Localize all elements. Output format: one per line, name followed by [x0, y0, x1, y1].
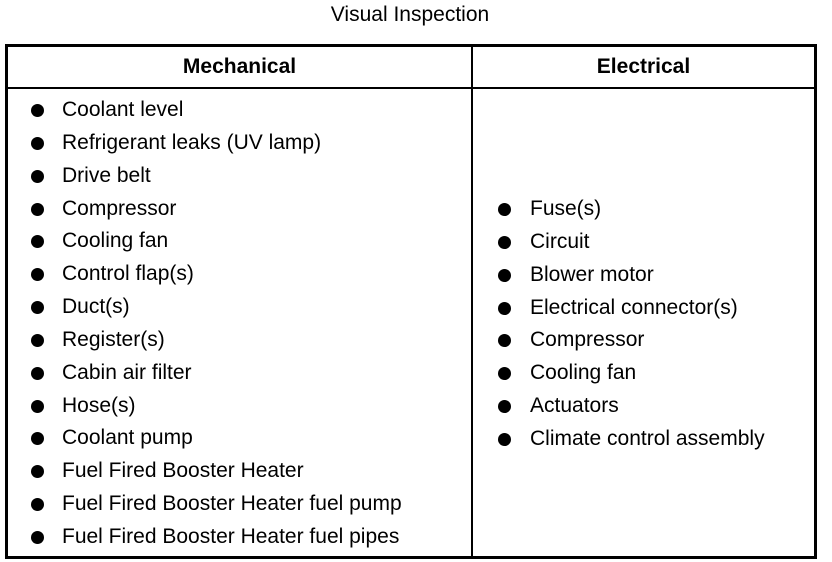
mechanical-list-item	[8, 455, 471, 488]
mechanical-item-label: Hose(s)	[62, 393, 136, 417]
bullet-icon	[31, 334, 44, 347]
mechanical-list-item	[8, 324, 471, 357]
mechanical-item-label: Control flap(s)	[62, 262, 194, 286]
mechanical-list-item	[8, 390, 471, 423]
mechanical-item-label: Refrigerant leaks (UV lamp)	[62, 130, 322, 154]
electrical-list	[473, 193, 814, 456]
electrical-item-label: Circuit	[530, 229, 590, 253]
electrical-item-label: Compressor	[530, 328, 645, 352]
bullet-icon	[31, 465, 44, 478]
mechanical-list-item	[8, 521, 471, 554]
mechanical-list-item	[8, 258, 471, 291]
bullet-icon	[31, 104, 44, 117]
bullet-icon	[31, 301, 44, 314]
electrical-list-item	[473, 390, 814, 423]
inspection-table	[5, 44, 817, 559]
bullet-icon	[498, 269, 511, 282]
table-caption: Visual Inspection	[330, 3, 490, 26]
bullet-icon	[31, 400, 44, 413]
mechanical-item-label: Fuel Fired Booster Heater fuel pipes	[62, 524, 400, 548]
electrical-item-label: Climate control assembly	[530, 426, 765, 450]
mechanical-item-label: Coolant pump	[62, 426, 193, 450]
bullet-icon	[31, 531, 44, 544]
mechanical-list-item	[8, 225, 471, 258]
electrical-item-label: Fuse(s)	[530, 197, 602, 220]
electrical-list-item	[473, 292, 814, 325]
bullet-icon	[31, 170, 44, 183]
electrical-list-item	[473, 357, 814, 390]
mechanical-list-item	[8, 357, 471, 390]
electrical-item-label: Actuators	[530, 394, 619, 418]
mechanical-list-item	[8, 193, 471, 226]
mechanical-item-label: Compressor	[62, 196, 177, 220]
mechanical-item-label: Cooling fan	[62, 229, 169, 253]
electrical-item-label: Blower motor	[530, 262, 654, 286]
electrical-list-item	[473, 193, 814, 226]
table-header-row	[8, 47, 814, 89]
electrical-list-item	[473, 226, 814, 259]
mechanical-item-label: Register(s)	[62, 327, 165, 351]
mechanical-list-item	[8, 94, 471, 127]
mechanical-list	[8, 94, 471, 554]
bullet-icon	[498, 236, 511, 249]
bullet-icon	[31, 235, 44, 248]
mechanical-item-label: Fuel Fired Booster Heater fuel pump	[62, 492, 402, 516]
mechanical-list-item	[8, 488, 471, 521]
bullet-icon	[31, 137, 44, 150]
mechanical-list-item	[8, 160, 471, 193]
bullet-icon	[498, 400, 511, 413]
mechanical-item-label: Duct(s)	[62, 295, 130, 319]
mechanical-item-label: Fuel Fired Booster Heater	[62, 459, 304, 483]
electrical-item-label: Cooling fan	[530, 361, 637, 385]
bullet-icon	[498, 302, 511, 315]
mechanical-item-label: Coolant level	[62, 98, 184, 121]
bullet-icon	[31, 498, 44, 511]
electrical-item-label: Electrical connector(s)	[530, 295, 738, 319]
bullet-icon	[31, 432, 44, 445]
column-header-electrical: Electrical	[596, 55, 691, 78]
mechanical-item-label: Drive belt	[62, 163, 151, 187]
bullet-icon	[498, 334, 511, 347]
electrical-list-item	[473, 259, 814, 292]
electrical-list-item	[473, 324, 814, 357]
column-header-mechanical: Mechanical	[182, 55, 297, 78]
mechanical-list-item	[8, 127, 471, 160]
bullet-icon	[31, 268, 44, 281]
bullet-icon	[31, 367, 44, 380]
electrical-list-item	[473, 423, 814, 456]
mechanical-list-item	[8, 291, 471, 324]
bullet-icon	[498, 433, 511, 446]
bullet-icon	[31, 203, 44, 216]
mechanical-item-label: Cabin air filter	[62, 360, 192, 384]
bullet-icon	[498, 203, 511, 216]
bullet-icon	[498, 367, 511, 380]
mechanical-list-item	[8, 422, 471, 455]
